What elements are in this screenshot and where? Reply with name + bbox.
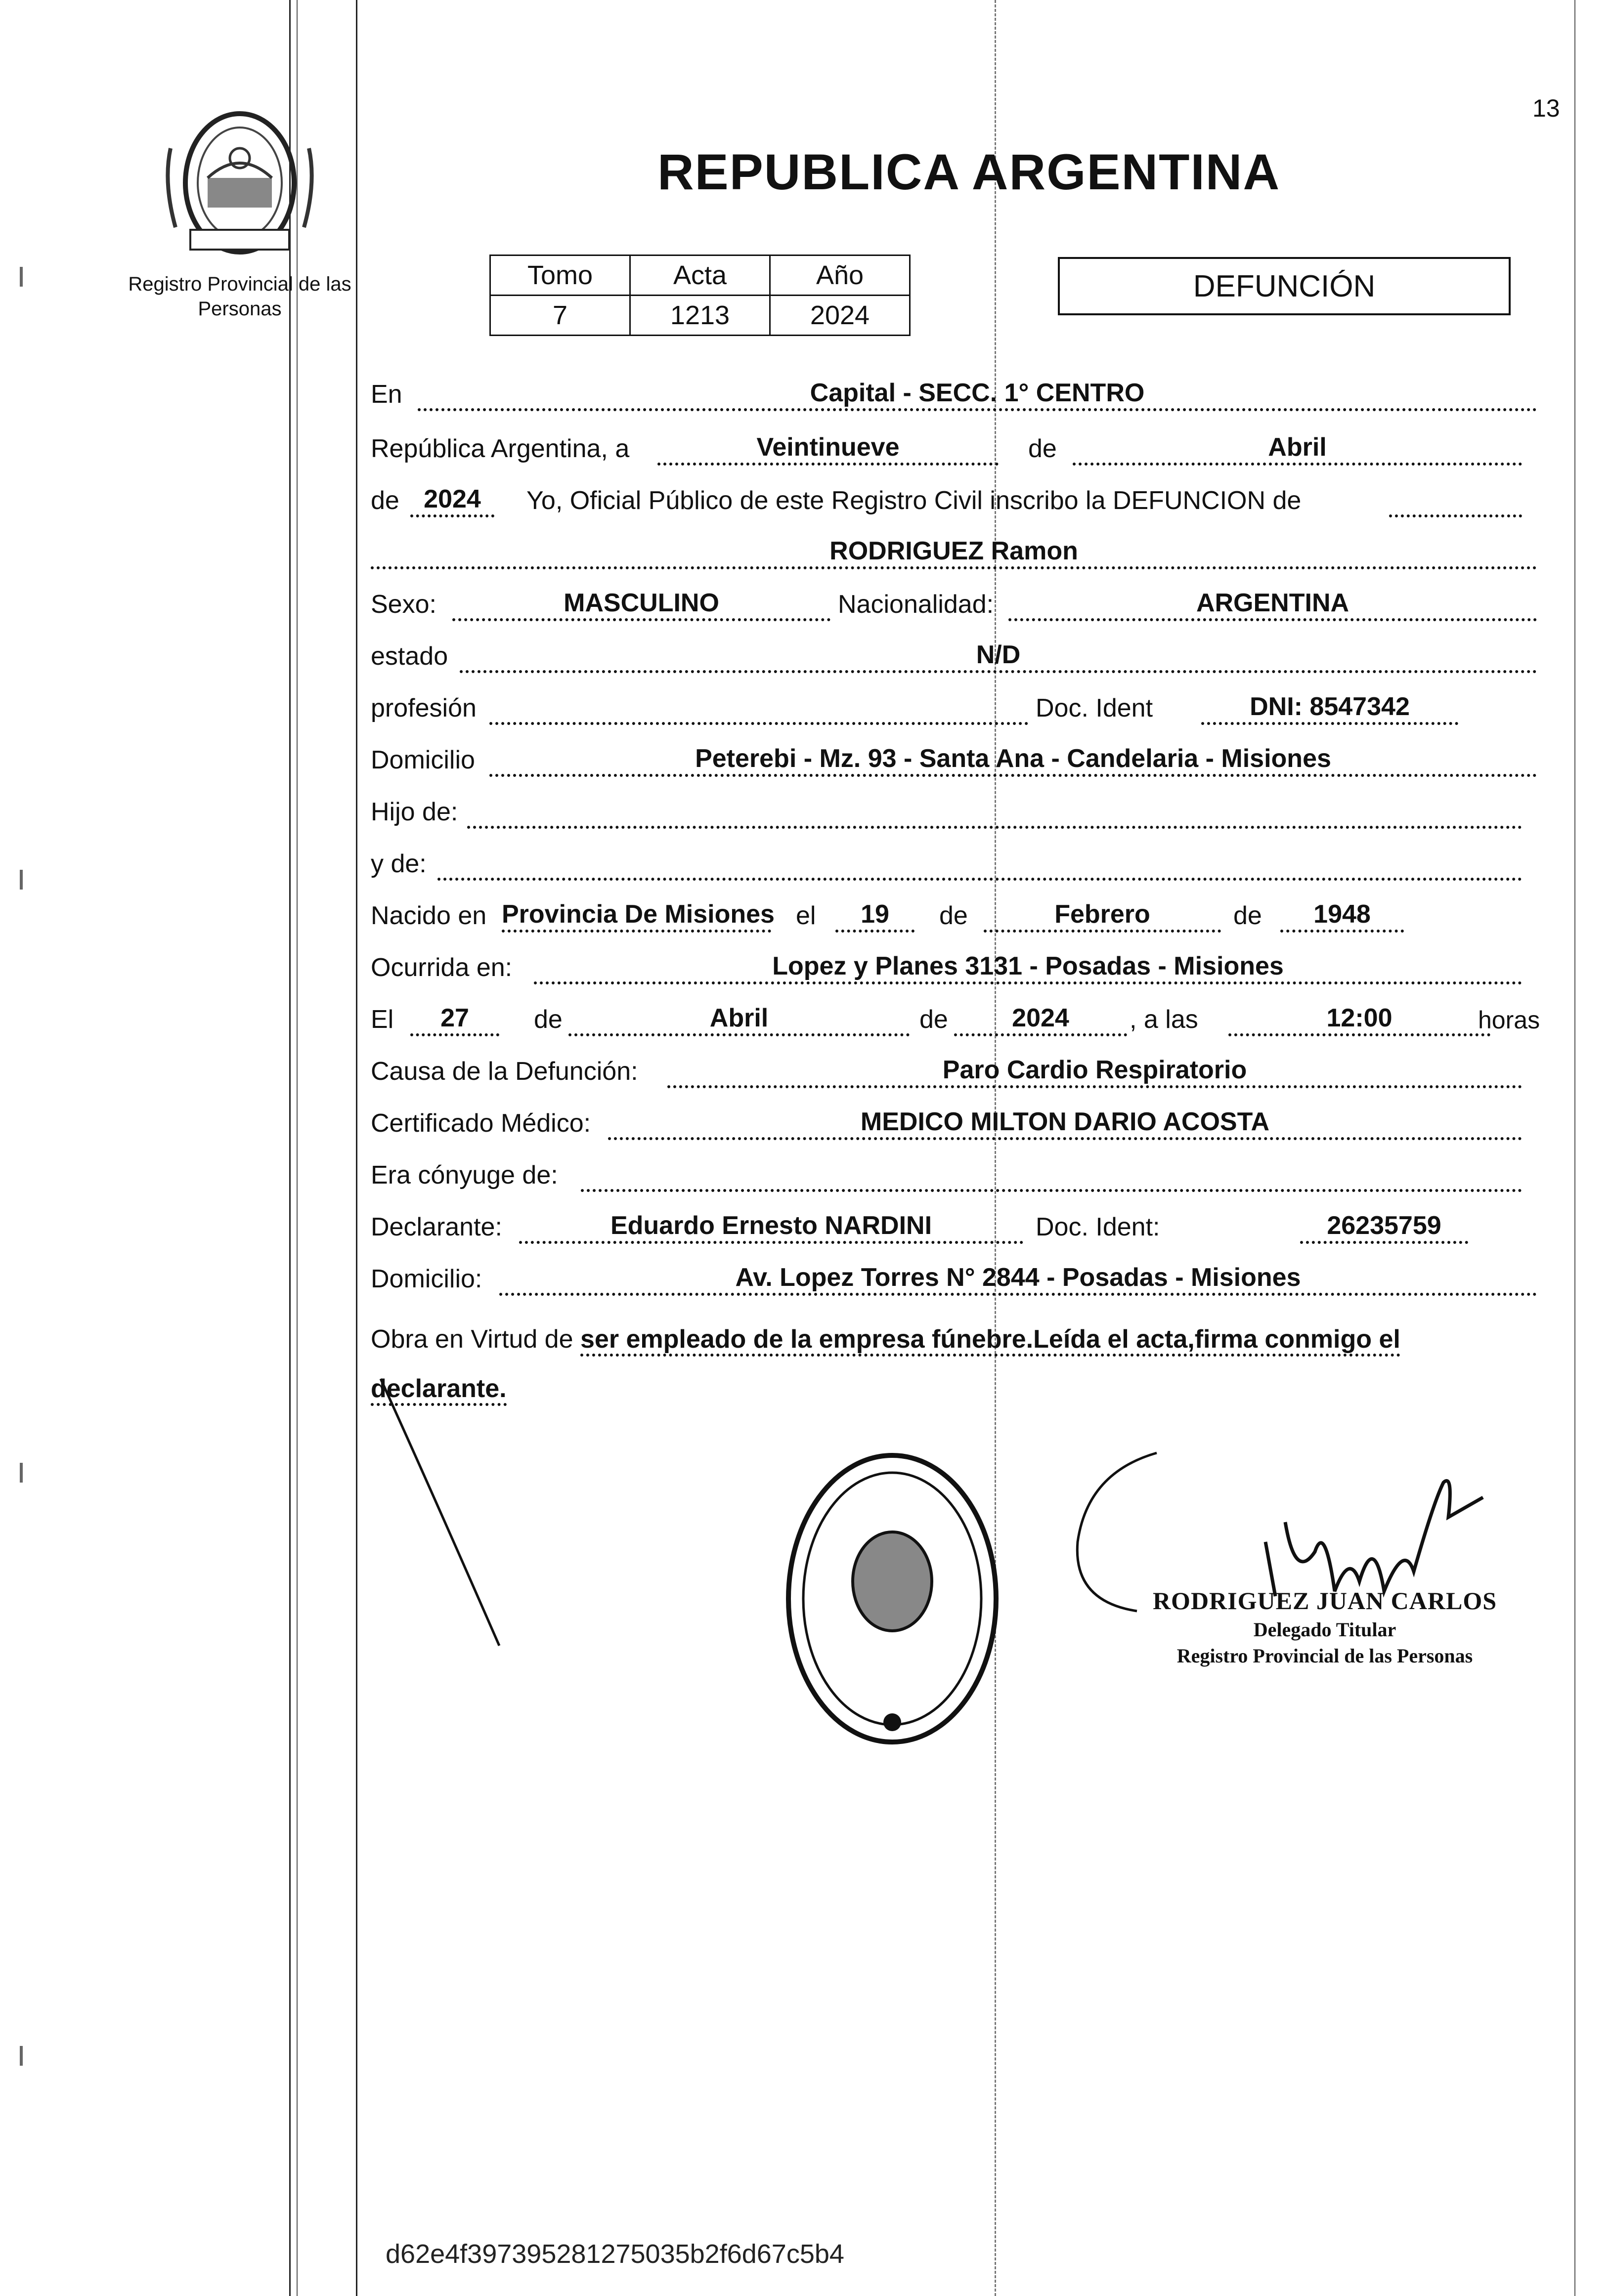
tomo-value: 7 <box>490 296 630 336</box>
nacionalidad-label: Nacionalidad: <box>838 590 994 619</box>
death-year: 2024 <box>954 1003 1127 1036</box>
month-value: Abril <box>1073 432 1522 466</box>
form-row-declarante <box>371 1208 1537 1248</box>
domicilio2-value: Av. Lopez Torres N° 2844 - Posadas - Misiones <box>499 1262 1537 1296</box>
sexo-value: MASCULINO <box>452 588 830 621</box>
sexo-label: Sexo: <box>371 590 436 619</box>
certificado-value: MEDICO MILTON DARIO ACOSTA <box>608 1106 1522 1140</box>
doc-ident-label: Doc. Ident <box>1036 694 1153 723</box>
form-row-ocurrida <box>371 949 1537 988</box>
de3-label: de <box>939 901 968 930</box>
pen-stroke <box>371 1374 519 1651</box>
form-row-profesion <box>371 689 1537 729</box>
domicilio2-label: Domicilio: <box>371 1265 482 1293</box>
ocurrida-value: Lopez y Planes 3131 - Posadas - Misiones <box>534 951 1522 984</box>
obra-label: Obra en Virtud de <box>371 1325 573 1354</box>
declarante-value: Eduardo Ernesto NARDINI <box>519 1210 1023 1244</box>
de4-label: de <box>1233 901 1262 930</box>
certificado-label: Certificado Médico: <box>371 1109 591 1138</box>
en-label: En <box>371 380 402 409</box>
signatory-role: Delegado Titular <box>1253 1618 1396 1641</box>
nacionalidad-value: ARGENTINA <box>1008 588 1537 621</box>
death-month: Abril <box>568 1003 910 1036</box>
scan-mark <box>20 1463 23 1483</box>
declarante-label: Declarante: <box>371 1213 502 1241</box>
de6-label: de <box>919 1005 948 1034</box>
en-value: Capital - SECC. 1° CENTRO <box>418 378 1537 411</box>
ocurrida-label: Ocurrida en: <box>371 953 513 982</box>
el-label: el <box>796 901 816 930</box>
form-row-conyuge <box>371 1156 1537 1196</box>
de5-label: de <box>534 1005 563 1034</box>
margin-line <box>297 0 298 2296</box>
day-value: Veintinueve <box>657 432 999 466</box>
scan-mark <box>20 870 23 890</box>
estado-value: N/D <box>460 639 1537 673</box>
de2-label: de <box>371 486 399 515</box>
form-row-domicilio2 <box>371 1260 1537 1300</box>
yde-value <box>437 847 1522 881</box>
obra-value: ser empleado de la empresa fúnebre.Leída el acta,firma conmigo el declarante. <box>371 1325 1400 1406</box>
form-row-estado <box>371 638 1537 677</box>
form-row-name <box>371 534 1537 573</box>
profesion-value <box>489 691 1028 725</box>
domicilio-label: Domicilio <box>371 746 475 774</box>
form-row-domicilio <box>371 741 1537 781</box>
causa-label: Causa de la Defunción: <box>371 1057 638 1086</box>
record-type-box: DEFUNCIÓN <box>1058 257 1511 315</box>
birth-month: Febrero <box>984 899 1221 933</box>
form-row-certificado <box>371 1105 1537 1144</box>
form-row-hijo <box>371 793 1537 833</box>
conyuge-label: Era cónyuge de: <box>371 1161 558 1190</box>
hijo-value <box>467 795 1522 829</box>
provincia-de-misiones-seal-icon <box>161 104 319 262</box>
footer-hash: d62e4f397395281275035b2f6d67c5b4 <box>386 2239 844 2269</box>
form-row-causa <box>371 1053 1537 1092</box>
birth-year: 1948 <box>1280 899 1404 933</box>
form-row-sexo <box>371 586 1537 625</box>
de-label: de <box>1028 434 1057 463</box>
conyuge-value <box>581 1158 1522 1192</box>
birth-day: 19 <box>835 899 914 933</box>
nacido-value: Provincia De Misiones <box>502 899 771 933</box>
hijo-label: Hijo de: <box>371 798 458 826</box>
scan-mark <box>20 267 23 287</box>
anio-header: Año <box>770 255 910 296</box>
yde-label: y de: <box>371 850 427 878</box>
right-border-line <box>1574 0 1575 2296</box>
nacido-label: Nacido en <box>371 901 487 930</box>
deceased-name: RODRIGUEZ Ramon <box>371 536 1537 569</box>
signatory-org: Registro Provincial de las Personas <box>1176 1645 1473 1667</box>
form-row-death-date <box>371 1001 1540 1040</box>
margin-line <box>356 0 357 2296</box>
official-stamp-icon <box>781 1448 1003 1749</box>
doc-ident2-label: Doc. Ident: <box>1036 1213 1160 1241</box>
death-time: 12:00 <box>1228 1003 1490 1036</box>
form-row-date <box>371 430 1537 469</box>
death-day: 27 <box>410 1003 499 1036</box>
form-row-nacido <box>371 897 1537 936</box>
document-title: REPUBLICA ARGENTINA <box>657 144 1281 200</box>
signature-block <box>1102 1586 1547 1667</box>
republica-label: República Argentina, a <box>371 434 630 463</box>
anio-value: 2024 <box>770 296 910 336</box>
doc-ident2-value: 26235759 <box>1300 1210 1468 1244</box>
domicilio-value: Peterebi - Mz. 93 - Santa Ana - Candelaria - Misiones <box>489 743 1537 777</box>
profesion-label: profesión <box>371 694 477 723</box>
doc-ident-value: DNI: 8547342 <box>1201 691 1458 725</box>
tomo-header: Tomo <box>490 255 630 296</box>
acta-value: 1213 <box>630 296 770 336</box>
form-row-year <box>371 482 1537 521</box>
signatory-name: RODRIGUEZ JUAN CARLOS <box>1152 1587 1497 1615</box>
year-value: 2024 <box>410 484 494 517</box>
obra-paragraph <box>371 1315 1537 1413</box>
page-number: 13 <box>1532 94 1560 122</box>
inscribo-text: Yo, Oficial Público de este Registro Civil inscribo la DEFUNCION de <box>526 486 1302 515</box>
scan-mark <box>20 2046 23 2066</box>
horas-label: horas <box>1478 1006 1540 1034</box>
fold-line <box>995 0 996 2296</box>
form-row-yde <box>371 845 1537 885</box>
estado-label: estado <box>371 642 448 671</box>
record-table <box>489 255 911 336</box>
inscribo-blank <box>1389 484 1522 517</box>
margin-line <box>289 0 291 2296</box>
form-row-en <box>371 376 1537 415</box>
causa-value: Paro Cardio Respiratorio <box>667 1055 1522 1088</box>
alas-label: , a las <box>1130 1005 1198 1034</box>
registry-label: Registro Provincial de las Personas <box>128 273 351 320</box>
acta-header: Acta <box>630 255 770 296</box>
el2-label: El <box>371 1005 394 1034</box>
